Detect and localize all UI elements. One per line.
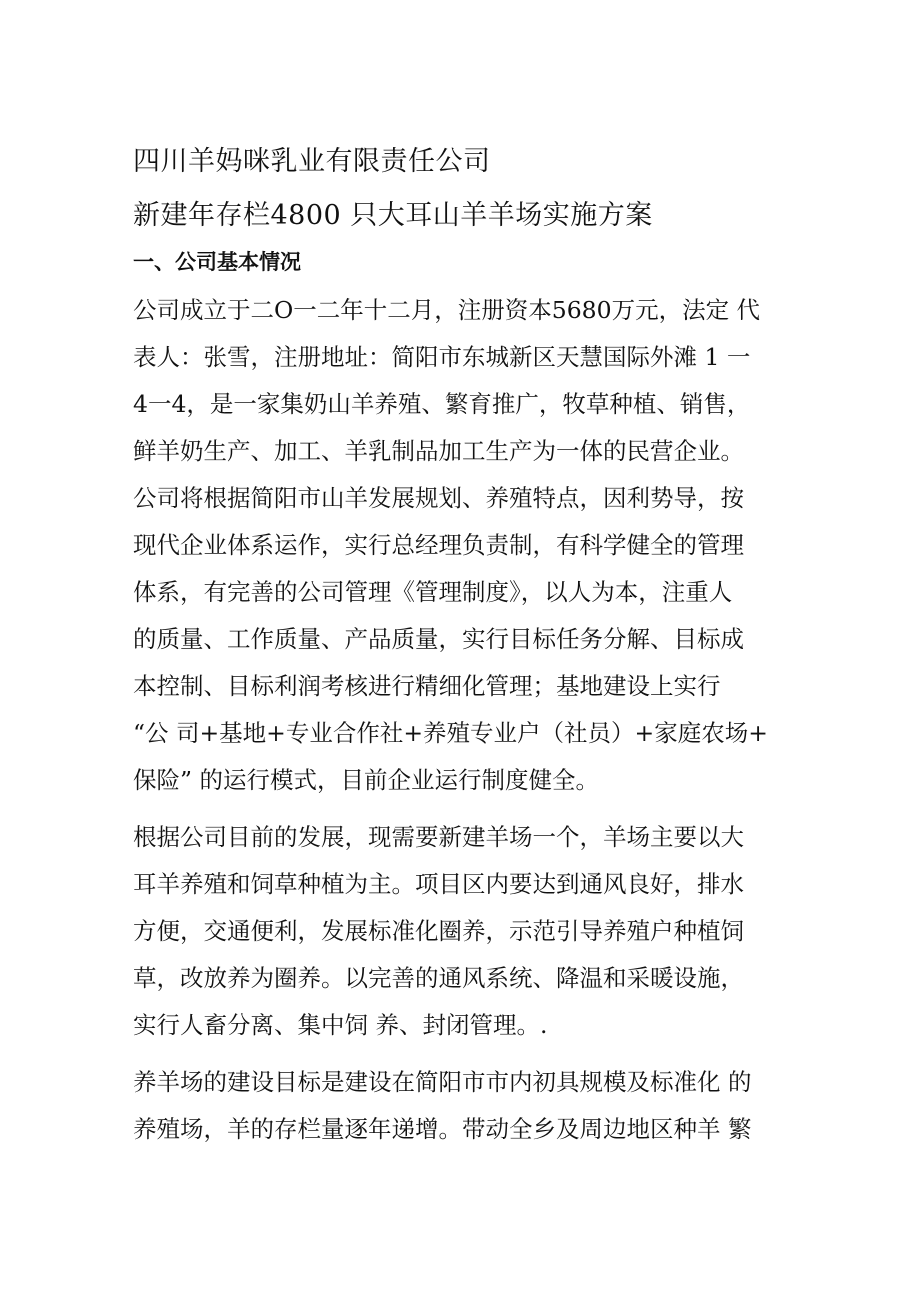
paragraph-line: 保险” 的运行模式，目前企业运行制度健全。 bbox=[133, 766, 599, 794]
paragraph-line: 实行人畜分离、集中饲 养、封闭管理。. bbox=[133, 1011, 548, 1039]
paragraph-line: 体系，有完善的公司管理《管理制度》，以人为本，注重人 bbox=[133, 578, 733, 606]
company-name-title: 四川羊妈咪乳业有限责任公司 bbox=[133, 146, 491, 177]
paragraph-line: 鲜羊奶生产、加工、羊乳制品加工生产为一体的民营企业。 bbox=[133, 437, 744, 465]
paragraph-company-intro bbox=[133, 287, 803, 804]
paragraph-line: 草，改放养为圈养。以完善的通风系统、降温和采暖设施， bbox=[133, 964, 744, 992]
paragraph-line: 现代企业体系运作，实行总经理负责制，有科学健全的管理 bbox=[133, 531, 744, 559]
paragraph-line: 公司成立于二O一二年十二月，注册资本5680万元，法定 代 bbox=[133, 296, 761, 324]
paragraph-line: 养殖场，羊的存栏量逐年递增。带动全乡及周边地区种羊 繁 bbox=[133, 1115, 752, 1143]
section-heading-company-overview: 一、公司基本情况 bbox=[133, 250, 301, 274]
paragraph-line: 表人：张雪，注册地址：简阳市东城新区天慧国际外滩 1 一 bbox=[133, 343, 751, 371]
paragraph-construction-goal bbox=[133, 1059, 803, 1153]
paragraph-line: 方便，交通便利，发展标准化圈养，示范引导养殖户种植饲 bbox=[133, 917, 744, 945]
paragraph-line: 的质量、工作质量、产品质量，实行目标任务分解、目标成 bbox=[133, 625, 744, 653]
paragraph-new-farm bbox=[133, 814, 803, 1049]
plan-title: 新建年存栏4800 只大耳山羊羊场实施方案 bbox=[133, 200, 653, 231]
paragraph-line: 根据公司目前的发展，现需要新建羊场一个，羊场主要以大 bbox=[133, 823, 744, 851]
paragraph-line: 耳羊养殖和饲草种植为主。项目区内要达到通风良好，排水 bbox=[133, 870, 744, 898]
document-page bbox=[133, 143, 803, 1153]
paragraph-line: 养羊场的建设目标是建设在简阳市市内初具规模及标准化 的 bbox=[133, 1068, 752, 1096]
paragraph-line: 4一4，是一家集奶山羊养殖、繁育推广，牧草种植、销售， bbox=[133, 390, 751, 418]
paragraph-line: 公司将根据简阳市山羊发展规划、养殖特点，因利势导，按 bbox=[133, 484, 744, 512]
paragraph-line: “公 司+基地+专业合作社+养殖专业户（社员）+家庭农场+ bbox=[133, 719, 768, 747]
paragraph-line: 本控制、目标利润考核进行精细化管理；基地建设上实行 bbox=[133, 672, 721, 700]
